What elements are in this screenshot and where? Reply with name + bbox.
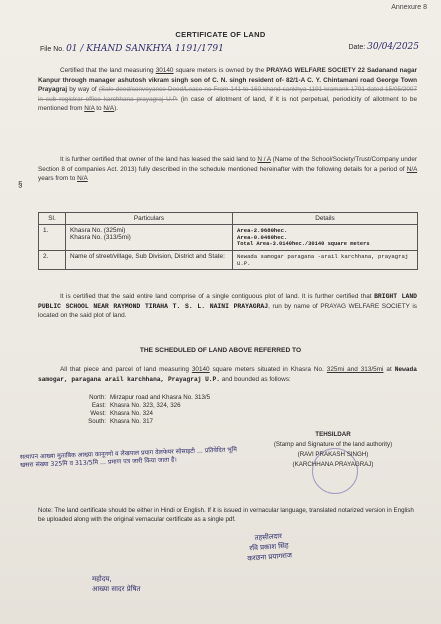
p1-text-a: Certified that the land measuring <box>60 67 154 74</box>
row1-particulars <box>66 225 233 251</box>
certificate-title: CERTIFICATE OF LAND <box>175 30 266 39</box>
header-particulars: Particulars <box>66 213 233 225</box>
boundary-west: West: Khasra No. 324 <box>90 410 153 417</box>
file-number <box>40 44 224 54</box>
header-sl: Sl. <box>39 213 66 225</box>
signature-caption: (Stamp and Signature of the land authority) <box>273 441 393 448</box>
date-label: Date: <box>348 44 366 51</box>
detail-line-total <box>237 241 413 248</box>
p4-text-b: square meters situated in Khasra No. <box>212 366 324 373</box>
p3-text-a: It is certified that the said entire land comprise of a single contiguous plot of land. It is further certified that <box>60 293 372 300</box>
signature-block <box>258 430 408 470</box>
detail-total: Total Area-3.0140hec./30140 square meters <box>237 241 370 247</box>
boundary-north: North: Mirzapur road and Khasra No. 313/5 <box>89 394 211 401</box>
detail-line: Area-0.0460hec. <box>237 234 288 241</box>
particular-line: Khasra No. (313/5mi) <box>70 234 131 241</box>
p3-school: BRIGHT LAND PUBLIC SCHOOL NEAR RAYMOND TIRAHA T. S. L. NAINI PRAYAGRAJ <box>38 293 418 310</box>
date-value: 30/04/2025 <box>367 42 419 52</box>
signatory-office: (KARCHHANA PRAYAGRAJ) <box>292 461 374 468</box>
ownership-paragraph <box>38 66 417 114</box>
p4-area: 30140 <box>191 366 210 373</box>
p1-na-2: N/A <box>103 105 115 113</box>
schedule-title: THE SCHEDULED OF LAND ABOVE REFERRED TO <box>139 347 302 354</box>
p3-text-b: , run by name of PRAYAG WELFARE SOCIETY is located on the said plot of land. <box>38 302 417 320</box>
p1-end: ). <box>114 105 118 113</box>
hindi-stamp <box>198 527 342 597</box>
p1-na-1: N/A <box>84 105 95 113</box>
detail-line: Area-2.9680hec. <box>237 227 288 234</box>
table-row <box>39 251 418 270</box>
hand-line: महोदय, <box>92 575 112 583</box>
p4-text-c: at <box>386 366 392 373</box>
bottom-handwriting <box>92 574 141 594</box>
row2-sl: 2. <box>39 251 66 270</box>
schedule-paragraph <box>38 365 417 384</box>
p4-khasra: 325mi and 313/5mi <box>326 366 384 373</box>
p1-struck-text: (Sale deed/conveyance Deed/Lease no From 141 to 160 khand sankhya 1191 kramank 1791 dated 15/05/2007 in sub registrar office karchhana prayagraj U.P. <box>38 86 418 103</box>
p1-text-c: by way of <box>69 86 97 94</box>
p2-na-3: N/A <box>77 175 88 183</box>
land-details-table <box>38 212 418 270</box>
file-label: File No. <box>40 46 65 53</box>
p1-text-b: square meters is owned by the <box>175 67 265 74</box>
p4-place: Newada samogar, paragana arail karchhana, Prayagraj U.P. <box>38 366 417 383</box>
p1-text-d: (in case of allotment of land, if it is not perpetual, periodicity of allotment to be mentioned from <box>38 95 417 113</box>
p4-text-d: and bounded as follows: <box>221 375 291 383</box>
boundaries-list <box>78 394 210 426</box>
boundary-south: South: Khasra No. 317 <box>88 418 153 425</box>
language-note: Note: The land certificate should be either in Hindi or English. If it is issued in vernacular language, translated notarized version in English be uploaded along with the original vernacular certificate as a single pdf. <box>38 507 414 523</box>
stamp-line: तहसीलदार <box>254 532 283 543</box>
stamp-line: करछना प्रयागराज <box>247 551 293 563</box>
particular-line: Khasra No. (325mi) <box>70 227 126 234</box>
annexure-label: Annexure 8 <box>391 4 427 11</box>
date-field <box>348 42 419 52</box>
p2-text-b: (Name of the School/Society/Trust/Company under Section 8 of companies Act. 2013) fully described in the schedule mentioned hereinafter with the following details for a period of <box>38 156 418 173</box>
p4-text-a: All that piece and parcel of land measuring <box>60 366 189 373</box>
signatory-name: (RAVI PRAKASH SINGH) <box>297 451 369 458</box>
row2-particulars: Name of street/village, Sub Division, District and State: <box>66 251 233 270</box>
row1-details <box>233 225 418 251</box>
hand-line: आख्या सादर प्रेषित <box>92 585 141 593</box>
p2-text-a: It is further certified that owner of the land has leased the said land to <box>60 156 256 163</box>
p2-text-c: years from to <box>38 175 76 183</box>
table-header-row <box>39 213 418 225</box>
lease-paragraph <box>38 155 417 184</box>
header-details: Details <box>233 213 418 225</box>
p2-na-1: N / A <box>257 156 271 163</box>
p1-to: to <box>96 105 102 113</box>
table-row <box>39 225 418 251</box>
signatory-designation: TEHSILDAR <box>315 431 351 438</box>
p1-owner: PRAYAG WELFARE SOCIETY 22 Sadanand nagar Kanpur through manager ashutosh vikram singh son of C. N. singh resident of- 82/1-A C. Y. Chintamani road George Town Prayagraj <box>38 67 418 94</box>
handwritten-remark: सत्यापन आख्या मुताबिक आख्या कानूनगो व लेखपाल प्रयाग वेलफेयर सोसाइटी ... प्रतिवेदित भूमि खसरा संख्या 325मि व 313/5मि ... प्रमाण पत्र जारी किया जाता है। <box>19 446 238 469</box>
row1-sl: 1. <box>39 225 66 251</box>
file-value: 01 / KHAND SANKHYA 1191/1791 <box>66 44 224 54</box>
boundary-east: East: Khasra No. 323, 324, 326 <box>91 402 181 409</box>
stamp-line: रवि प्रकाश सिंह <box>249 541 289 553</box>
row2-details: Newada samogar paragana -arail karchhana, prayagraj U.P. <box>233 251 418 270</box>
p2-na-2: N/A <box>406 165 418 173</box>
contiguous-paragraph <box>38 292 417 321</box>
p1-area: 30140 <box>155 67 174 74</box>
margin-mark: § <box>18 180 23 189</box>
